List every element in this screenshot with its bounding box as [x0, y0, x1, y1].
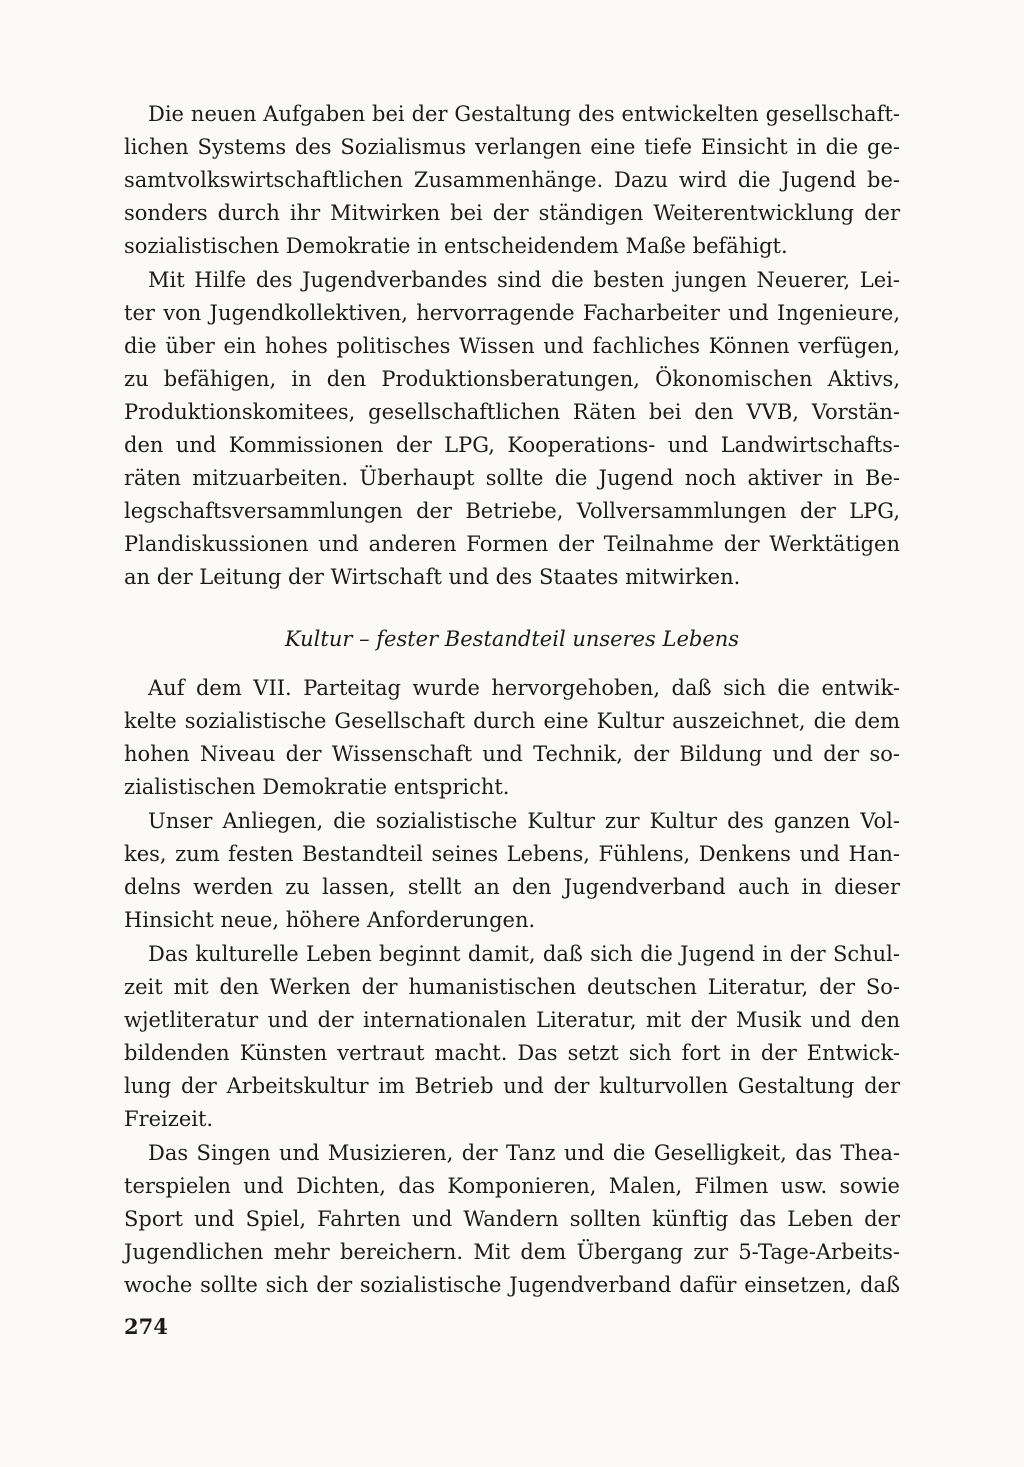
text-line: Die neuen Aufgaben bei der Gestaltung des entwickelten gesellschaft- [148, 102, 900, 126]
text-line: woche sollte sich der sozialistische Jugendverband dafür einsetzen, daß [124, 1273, 900, 1297]
text-line: terspielen und Dichten, das Komponieren, Malen, Filmen usw. sowie [124, 1174, 900, 1198]
text-line: Das kulturelle Leben beginnt damit, daß sich die Jugend in der Schul- [148, 942, 900, 966]
text-line: Plandiskussionen und anderen Formen der Teilnahme der Werktätigen [124, 532, 900, 556]
text-line: lichen Systems des Sozialismus verlangen eine tiefe Einsicht in die ge- [124, 135, 900, 159]
text-line: wjetliteratur und der internationalen Literatur, mit der Musik und den [124, 1008, 900, 1032]
text-line: Unser Anliegen, die sozialistische Kultur zur Kultur des ganzen Vol- [148, 809, 900, 833]
text-line: Das Singen und Musizieren, der Tanz und die Geselligkeit, das Thea- [148, 1141, 900, 1165]
text-line: bildenden Künsten vertraut macht. Das setzt sich fort in der Entwick- [124, 1041, 900, 1065]
text-line: zialistischen Demokratie entspricht. [124, 775, 510, 799]
text-line: zeit mit den Werken der humanistischen deutschen Literatur, der So- [124, 975, 900, 999]
text-line: sonders durch ihr Mitwirken bei der ständigen Weiterentwicklung der [124, 201, 900, 225]
text-line: Produktionskomitees, gesellschaftlichen Räten bei den VVB, Vorstän- [124, 400, 900, 424]
text-line: kes, zum festen Bestandteil seines Lebens, Fühlens, Denkens und Han- [124, 842, 900, 866]
text-line: die über ein hohes politisches Wissen und fachliches Können verfügen, [124, 334, 900, 358]
text-line: Auf dem VII. Parteitag wurde hervorgehoben, daß sich die entwik- [148, 676, 900, 700]
text-line: ter von Jugendkollektiven, hervorragende Facharbeiter und Ingenieure, [124, 301, 900, 325]
text-line: lung der Arbeitskultur im Betrieb und der kulturvollen Gestaltung der [124, 1074, 900, 1098]
text-line: zu befähigen, in den Produktionsberatungen, Ökonomischen Aktivs, [124, 367, 900, 391]
text-line: Mit Hilfe des Jugendverbandes sind die besten jungen Neuerer, Lei- [148, 268, 900, 292]
text-line: Jugendlichen mehr bereichern. Mit dem Übergang zur 5-Tage-Arbeits- [124, 1240, 900, 1264]
text-line: samtvolkswirtschaftlichen Zusammenhänge. Dazu wird die Jugend be- [124, 168, 900, 192]
text-line: Freizeit. [124, 1107, 214, 1131]
text-line: den und Kommissionen der LPG, Kooperations- und Landwirtschafts- [124, 433, 900, 457]
text-line: kelte sozialistische Gesellschaft durch eine Kultur auszeichnet, die dem [124, 709, 900, 733]
text-line: räten mitzuarbeiten. Überhaupt sollte die Jugend noch aktiver in Be- [124, 466, 900, 490]
page-number: 274 [124, 1314, 168, 1339]
text-line: hohen Niveau der Wissenschaft und Technik, der Bildung und der so- [124, 742, 900, 766]
text-line: legschaftsversammlungen der Betriebe, Vollversammlungen der LPG, [124, 499, 900, 523]
text-line: an der Leitung der Wirtschaft und des Staates mitwirken. [124, 565, 741, 589]
text-line: delns werden zu lassen, stellt an den Jugendverband auch in dieser [124, 875, 900, 899]
text-line: Sport und Spiel, Fahrten und Wandern sollten künftig das Leben der [124, 1207, 900, 1231]
section-heading: Kultur – fester Bestandteil unseres Lebens [284, 627, 740, 651]
text-line: sozialistischen Demokratie in entscheidendem Maße befähigt. [124, 234, 788, 258]
text-line: Hinsicht neue, höhere Anforderungen. [124, 908, 536, 932]
